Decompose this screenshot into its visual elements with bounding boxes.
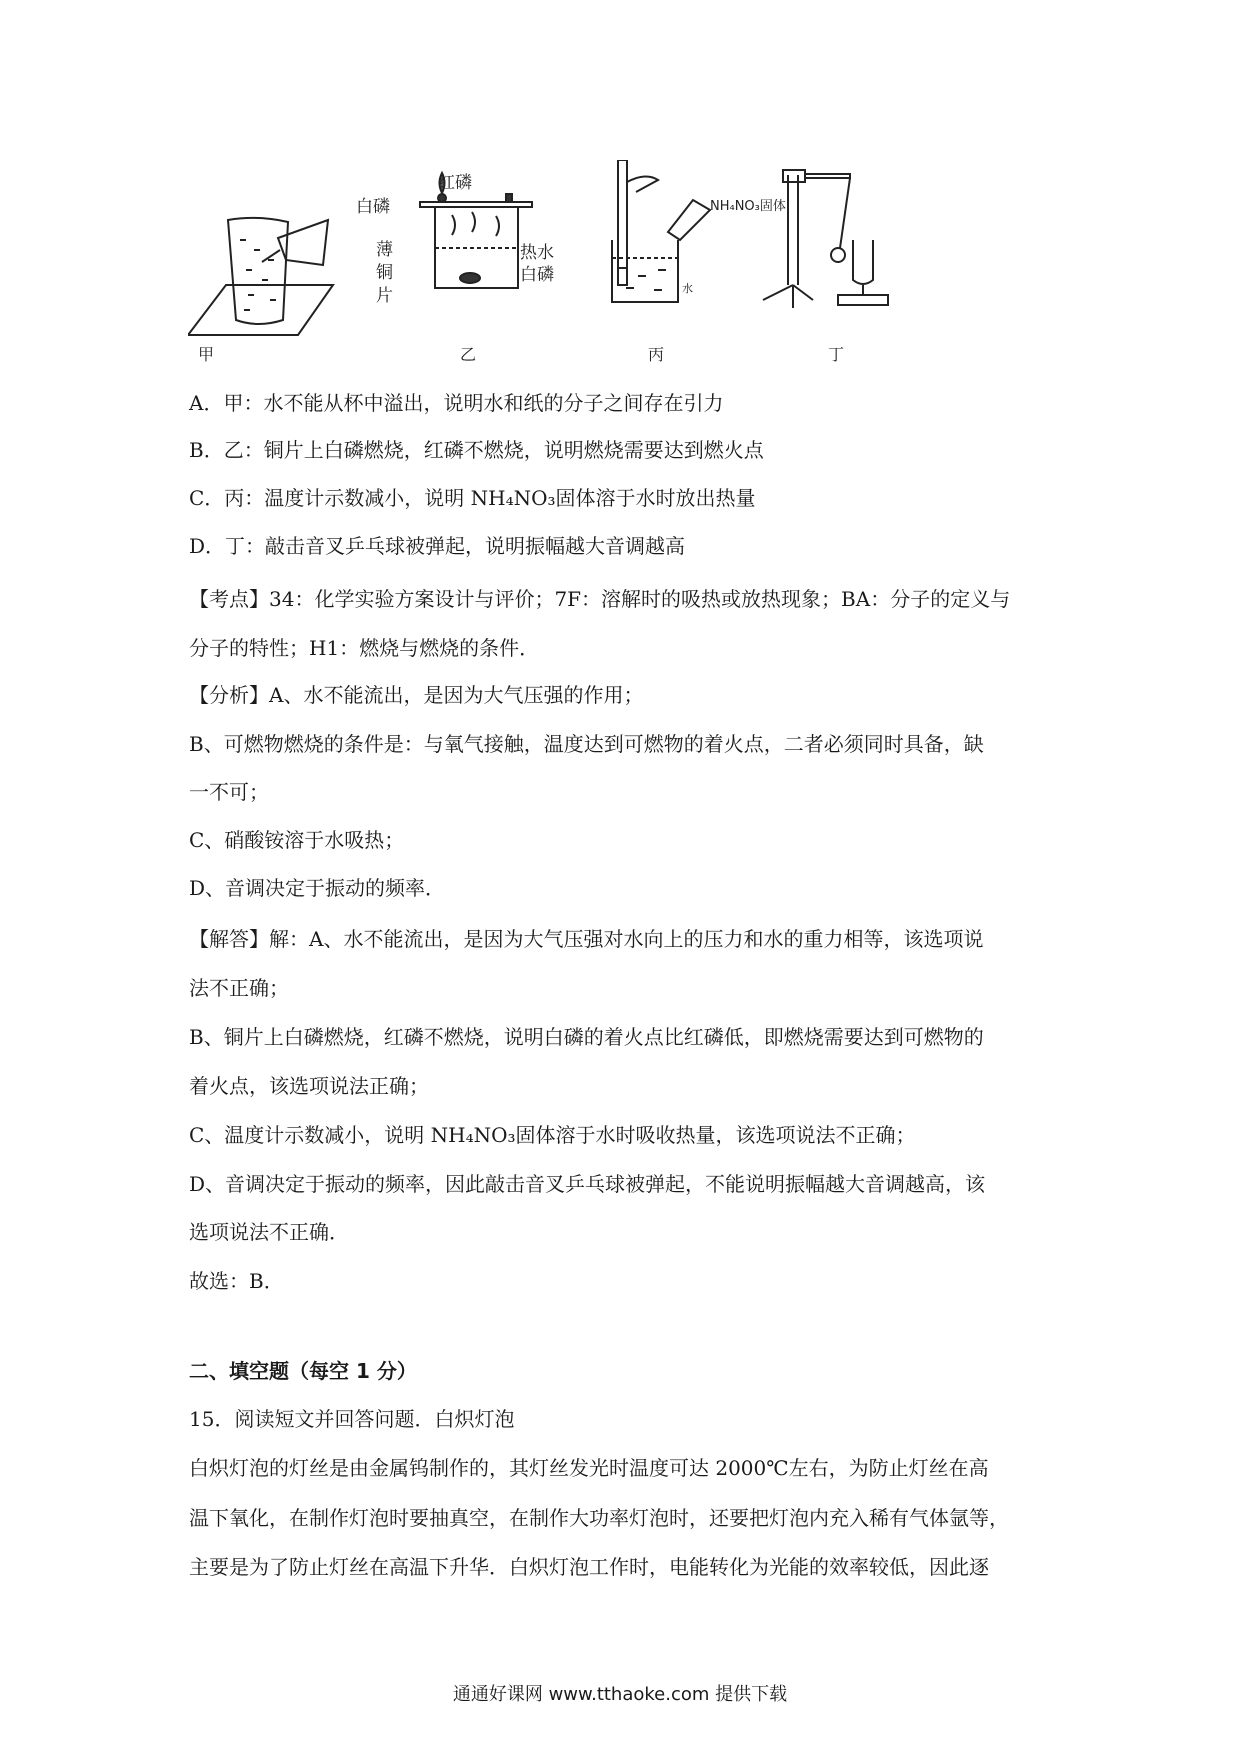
section-heading: 二、填空题（每空 1 分）	[189, 1359, 417, 1383]
jieda-line: C、温度计示数减小，说明 NH₄NO₃固体溶于水时吸收热量，该选项说法不正确；	[189, 1123, 916, 1147]
fenxi-line: 【分析】A、水不能流出，是因为大气压强的作用；	[189, 683, 644, 707]
label-copper: 铜	[376, 263, 393, 283]
fenxi-line: 一不可；	[189, 780, 269, 804]
passage-line: 主要是为了防止灯丝在高温下升华．白炽灯泡工作时，电能转化为光能的效率较低，因此逐	[189, 1555, 989, 1579]
jieda-line: D、音调决定于振动的频率，因此敲击音叉乒乓球被弹起，不能说明振幅越大音调越高，该	[189, 1172, 986, 1196]
label-hot-water: 热水	[520, 243, 554, 263]
kaodian-line-2: 分子的特性；H1：燃烧与燃烧的条件．	[189, 636, 540, 660]
panel-label-ding: 丁	[828, 345, 845, 364]
jieda-line: 选项说法不正确．	[189, 1220, 349, 1244]
label-nh4no3: NH₄NO₃固体	[710, 199, 786, 214]
fenxi-line: D、音调决定于振动的频率．	[189, 876, 446, 900]
panel-label-bing: 丙	[648, 345, 665, 364]
label-red-phosphorus: 红磷	[438, 173, 472, 193]
panel-jia-sketch	[188, 218, 333, 335]
option-b: B．乙：铜片上白磷燃烧，红磷不燃烧，说明燃烧需要达到燃火点	[189, 438, 764, 462]
option-d: D．丁：敲击音叉乒乓球被弹起，说明振幅越大音调越高	[189, 534, 686, 558]
panel-yi-sketch	[420, 173, 532, 288]
fenxi-line: C、硝酸铵溶于水吸热；	[189, 828, 405, 852]
panel-ding-sketch	[763, 170, 888, 308]
label-water: 水	[682, 282, 693, 295]
option-c: C．丙：温度计示数减小，说明 NH₄NO₃固体溶于水时放出热量	[189, 486, 756, 510]
panel-label-jia: 甲	[198, 345, 215, 364]
page-footer: 通通好课网 www.tthaoke.com 提供下载	[452, 1684, 788, 1705]
label-thin: 薄	[376, 240, 393, 260]
experiment-figure	[188, 160, 988, 365]
panel-bing-sketch	[612, 160, 710, 302]
question-15: 15．阅读短文并回答问题．白炽灯泡	[189, 1407, 515, 1431]
jieda-line: 故选：B．	[189, 1269, 284, 1293]
panel-label-yi: 乙	[460, 345, 477, 364]
jieda-line: 着火点，该选项说法正确；	[189, 1074, 429, 1098]
passage-line: 白炽灯泡的灯丝是由金属钨制作的，其灯丝发光时温度可达 2000℃左右，为防止灯丝在高	[189, 1456, 989, 1480]
option-a: A．甲：水不能从杯中溢出，说明水和纸的分子之间存在引力	[189, 391, 724, 415]
jieda-line: B、铜片上白磷燃烧，红磷不燃烧，说明白磷的着火点比红磷低，即燃烧需要达到可燃物的	[189, 1025, 984, 1049]
jieda-line: 【解答】解：A、水不能流出，是因为大气压强对水向上的压力和水的重力相等，该选项说	[189, 927, 984, 951]
kaodian-line-1: 【考点】34：化学实验方案设计与评价；7F：溶解时的吸热或放热现象；BA：分子的定义与	[189, 587, 1011, 611]
jieda-line: 法不正确；	[189, 976, 289, 1000]
label-white-phosphorus-top: 白磷	[356, 197, 390, 217]
label-white-phosphorus-bottom: 白磷	[520, 265, 554, 285]
label-sheet: 片	[376, 286, 393, 306]
fenxi-line: B、可燃物燃烧的条件是：与氧气接触，温度达到可燃物的着火点，二者必须同时具备，缺	[189, 732, 984, 756]
passage-line: 温下氧化，在制作灯泡时要抽真空，在制作大功率灯泡时，还要把灯泡内充入稀有气体氩等，	[189, 1506, 1009, 1530]
